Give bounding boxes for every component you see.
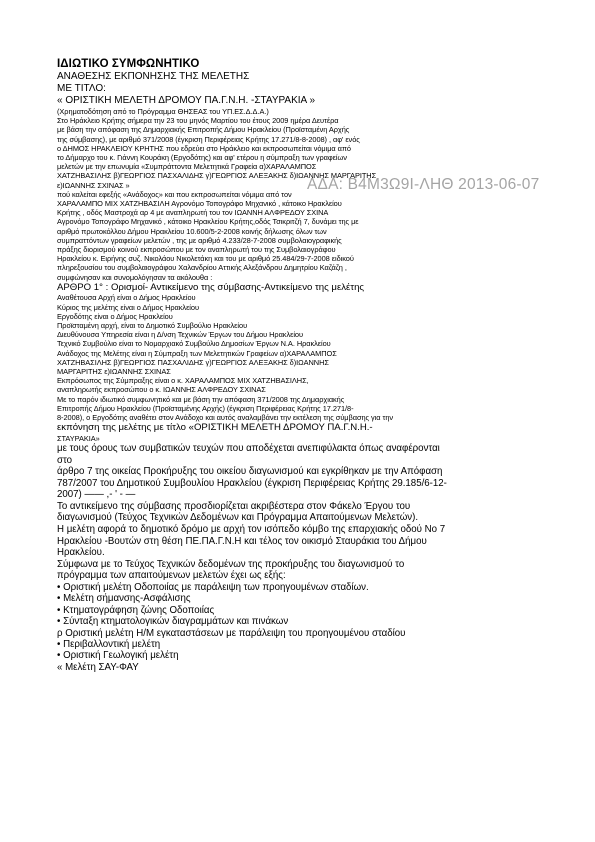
list-item: ρ Οριστική μελέτη Η/Μ εγκαταστάσεων με παράλειψη του προηγουμένου σταδίου [57, 627, 406, 639]
paragraph-line: 8-2008), ο Εργοδότης αναθέτει στον Ανάδοχο και αυτός αναλαμβάνει την εκτέλεση της σύμβασης για την [57, 413, 394, 422]
paragraph-line: Ανάδοχος της Μελέτης είναι η Σύμπραξη των Μελετητικών Γραφείων α)ΧΑΡΑΛΑΜΠΟΣ [57, 348, 337, 358]
paragraph-line: Ηρακλείου κ. Ειρήνης συζ. Νικολάου Νικολετάκη και του με αριθμό 25.484/29-7-2008 ειδικού [57, 254, 354, 264]
paragraph-line: Προϊσταμένη αρχή, είναι το Δημοτικό Συμβούλιο Ηρακλείου [57, 320, 248, 330]
paragraph-line: πράξης διορισμού κοινού εκπροσώπου με τον αναπληρωτή του της Συμβολαιογράφου [57, 245, 336, 255]
paragraph-line: αναπληρωτής εκπροσώπου ο κ. ΙΩΑΝΝΗΣ ΑΛΦΡΕΔΟΥ ΣΧΙΝΑΣ [57, 385, 266, 395]
paragraph-line: Διευθύνουσα Υπηρεσία είναι η Δ/νση Τεχνικών Έργων του Δήμου Ηρακλείου [57, 330, 303, 340]
paragraph-line: της σύμβασης), με αριθμό 371/2008 (έγκριση Περιφέρειας Κρήτης 17.271/8-8-2008) , αφ' ενός [57, 134, 360, 144]
paragraph-line: πληρεξουσίου του συμβολαιογράφου Χαλανδρίου Αττικής Αλεξάνδρου Δημητρίου Καζάζη , [57, 263, 347, 273]
paragraph-line: ΧΑΡΑΛΑΜΠΟ ΜΙΧ ΧΑΤΖΗΒΑΣΙΛΗ Αγρονόμο Τοπογράφο Μηχανικό , κάτοικο Ηρακλείου [57, 199, 342, 209]
paragraph-line: άρθρο 7 της οικείας Προκήρυξης του οικείου διαγωνισμού και εγκρίθηκαν με την Απόφαση [57, 466, 443, 478]
document-title: ΙΔΙΩΤΙΚΟ ΣΥΜΦΩΝΗΤΙΚΟ [57, 58, 200, 70]
paragraph-line: Σύμφωνα με το Τεύχος Τεχνικών δεδομένων της προκήρυξης του διαγωνισμού το [57, 558, 405, 570]
paragraph-line: ΧΑΤΖΗΒΑΣΙΛΗΣ β)ΓΕΩΡΓΙΟΣ ΠΑΣΧΑΛΙΔΗΣ γ)ΓΕΩΡΓΙΟΣ ΑΛΕΞΑΚΗΣ δ)ΙΩΑΝΝΗΣ [57, 357, 329, 367]
paragraph-line: με βάση την απόφαση της Δημαρχιακής Επιτροπής Δήμου Ηρακλείου (Προϊσταμένη Αρχής [57, 125, 350, 135]
paragraph-line: αριθμό πρωτοκόλλου Δήμου Ηρακλείου 10.600/5-2-2008 κοινής δήλωσης όλων των [57, 226, 327, 236]
subtitle-block [57, 71, 527, 107]
paragraph-line: Η μελέτη αφορά το δημοτικό δρόμο με αρχή τον ισόπεδο κόμβο της επαρχιακής οδού Νο 7 [57, 524, 446, 536]
paragraph-line: Ηρακλείου -Βουτών στη θέση ΠΕ.ΠΑ.Γ.Ν.Η και τέλος τον οικισμό Σταυράκια του Δήμου [57, 535, 427, 547]
list-item: • Περιβαλλοντική μελέτη [57, 639, 161, 651]
subtitle-line: ΑΝΑΘΕΣΗΣ ΕΚΠΟΝΗΣΗΣ ΤΗΣ ΜΕΛΕΤΗΣ [57, 71, 250, 82]
paragraph-line: διαγωνισμού (Τεύχος Τεχνικών Δεδομένων και Πρόγραμμα Απαιτούμενων Μελετών). [57, 512, 419, 524]
list-item: • Οριστική Γεωλογική μελέτη [57, 650, 179, 662]
paragraph-line: ΧΑΤΖΗΒΑΣΙΛΗΣ β)ΓΕΩΡΓΙΟΣ ΠΑΣΧΑΛΙΔΗΣ γ)ΓΕΩΡΓΙΟΣ ΑΛΕΞΑΚΗΣ δ)ΙΩΑΝΝΗΣ ΜΑΡΓΑΡΙΤΗΣ [57, 171, 377, 181]
paragraph-line: πρόγραμμα των απαιτούμενων μελετών έχει ως εξής: [57, 570, 286, 582]
document-body [57, 57, 527, 673]
contract-parties-block [57, 107, 527, 282]
paragraph-line: 787/2007 του Δημοτικού Συμβουλίου Ηρακλείου (έγκριση Περιφέρειας Κρήτης 29.185/6-12- [57, 477, 447, 489]
paragraph-line: Εργοδότης είναι ο Δήμος Ηρακλείου [57, 311, 173, 321]
article-heading: ΑΡΘΡΟ 1° : Ορισμοί- Αντικείμενο της σύμβασης-Αντικείμενο της μελέτης [57, 281, 365, 293]
definitions-block [57, 293, 527, 443]
paragraph-line: Στο Ηράκλειο Κρήτης σήμερα την 23 του μηνός Μαρτίου του έτους 2009 ημέρα Δευτέρα [57, 116, 339, 126]
paragraph-line: Κρήτης , οδός Μαστροχά αρ 4 με αναπληρωτή του τον ΙΩΑΝΝΗ ΑΛΦΡΕΔΟΥ ΣΧΙΝΑ [57, 208, 329, 218]
paragraph-line: ε)ΙΩΑΝΝΗΣ ΣΧΙΝΑΣ » [57, 180, 130, 190]
paragraph-line: Ηρακλείου. [57, 547, 105, 559]
subtitle-line: « ΟΡΙΣΤΙΚΗ ΜΕΛΕΤΗ ΔΡΟΜΟΥ ΠΑ.Γ.Ν.Η. -ΣΤΑΥΡΑΚΙΑ » [57, 95, 316, 106]
paragraph-line: Αγρονόμο Τοπογράφο Μηχανικό , κάτοικο Ηρακλείου Κρήτης,οδός Τσικριτζή 7, δυνάμει της με [57, 217, 359, 227]
paragraph-line: Τεχνικό Συμβούλιο είναι το Νομαρχιακό Συμβούλιο Δημοσίων Έργων Ν.Α. Ηρακλείου [57, 339, 331, 349]
paragraph-line: στο [57, 454, 73, 466]
list-item: • Μελέτη σήμανσης-Ασφάλισης [57, 593, 191, 605]
list-item: • Κτηματογράφηση ζώνης Οδοποιίας [57, 604, 215, 616]
paragraph-line: 2007) —— ,- ' - — [57, 489, 136, 501]
ada-watermark: ΑΔΑ: Β4Μ3Ω9Ι-ΛΗΘ 2013-06-07 [307, 176, 540, 193]
paragraph-line: συμπραττόντων γραφείων μελετών , της με αριθμό 4.233/28-7-2008 συμβολαιογραφικής [57, 235, 342, 245]
paragraph-line: ΜΑΡΓΑΡΙΤΗΣ ε)ΙΩΑΝΝΗΣ ΣΧΙΝΑΣ [57, 366, 171, 376]
study-program-list [57, 582, 527, 673]
terms-block [57, 443, 527, 582]
list-item: • Οριστική μελέτη Οδοποιίας με παράλειψη των προηγουμένων σταδίων. [57, 582, 369, 594]
paragraph-line: Αναθέτουσα Αρχή είναι ο Δήμος Ηρακλείου [57, 293, 196, 303]
paragraph-line: Κύριος της μελέτης είναι ο Δήμος Ηρακλείου [57, 302, 199, 312]
list-item: • Σύνταξη κτηματολογικών διαγραμμάτων και πινάκων [57, 616, 289, 628]
paragraph-line: ΣΤΑΥΡΑΚΙΑ» [57, 433, 100, 443]
paragraph-line: ο ΔΗΜΟΣ ΗΡΑΚΛΕΙΟΥ ΚΡΗΤΗΣ που εδρεύει στο Ηράκλειο και εκπροσωπείται νόμιμα από [57, 143, 351, 153]
paragraph-line: Με το παρόν ιδιωτικό συμφωνητικό και με βάση την απόφαση 371/2008 της Δημαρχιακής [57, 394, 345, 404]
paragraph-line: με τους όρους των συμβατικών τευχών που αποδέχεται ανεπιφύλακτα όπως αναφέρονται [57, 442, 440, 454]
paragraph-line: Εκπρόσωπος της Σύμπραξης είναι ο κ. ΧΑΡΑΛΑΜΠΟΣ ΜΙΧ ΧΑΤΖΗΒΑΣΙΛΗΣ, [57, 376, 309, 386]
paragraph-line: συμφώνησαν και συνομολόγησαν τα ακόλουθα : [57, 272, 213, 282]
paragraph-line: Το αντικείμενο της σύμβασης προσδιορίζεται ακριβέστερα στον Φάκελο Έργου του [57, 500, 411, 512]
paragraph-line: μελετών με την επωνυμία «Συμπράττοντα Μελετητικά Γραφεία α)ΧΑΡΑΛΑΜΠΟΣ [57, 162, 317, 172]
paragraph-line: (Χρηματοδότηση από το Πρόγραμμα ΘΗΣΕΑΣ του ΥΠ.ΕΣ.Δ.Δ.Α.) [57, 107, 269, 116]
paragraph-line: το Δήμαρχο του κ. Γιάννη Κουράκη (Εργοδότης) και αφ' ετέρου η σύμπραξη των γραφείων [57, 153, 347, 163]
paragraph-line: Επιτροπής Δήμου Ηρακλείου (Προϊσταμένης Αρχής) (έγκριση Περιφέρειας Κρήτης 17.271/8- [57, 403, 354, 413]
subtitle-line: ΜΕ ΤΙΤΛΟ: [57, 83, 106, 94]
list-item: « Μελέτη ΣΑΥ-ΦΑΥ [57, 661, 139, 673]
paragraph-line: πού καλείται εφεξής «Ανάδοχος» και που εκπροσωπείται νόμιμα από τον [57, 189, 292, 199]
paragraph-line: εκπόνηση της μελέτης με τίτλο «ΟΡΙΣΤΙΚΗ ΜΕΛΕΤΗ ΔΡΟΜΟΥ ΠΑ.Γ.Ν.Η.- [57, 422, 373, 434]
